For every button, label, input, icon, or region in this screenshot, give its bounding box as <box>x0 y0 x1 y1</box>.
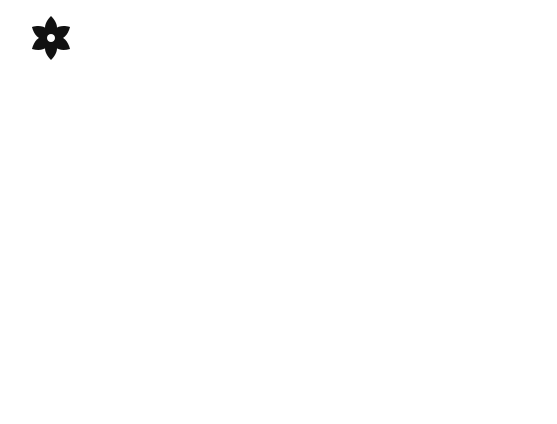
body-line <box>8 252 549 262</box>
body-line <box>8 96 549 106</box>
body-line <box>8 138 549 148</box>
footer-signature <box>0 398 557 418</box>
body-line <box>8 158 549 168</box>
body-line <box>8 231 549 241</box>
body-line <box>8 200 549 210</box>
body-line <box>8 169 549 179</box>
body-line <box>8 293 549 303</box>
notice-meta-1 <box>97 24 547 36</box>
body-line <box>8 86 549 96</box>
notice-title <box>97 4 547 22</box>
body-line <box>8 179 549 189</box>
body-line <box>8 314 549 324</box>
body-line <box>8 65 549 75</box>
body-line <box>8 304 549 314</box>
body-line <box>8 325 549 335</box>
body-line <box>8 221 549 231</box>
body-line <box>8 54 549 64</box>
body-line <box>8 345 549 355</box>
body-line <box>8 189 549 199</box>
body-line <box>8 366 549 376</box>
body-line <box>8 335 549 345</box>
notice-body <box>8 44 549 384</box>
body-line <box>8 262 549 272</box>
body-line <box>8 44 549 54</box>
body-line <box>8 273 549 283</box>
body-line <box>8 241 549 251</box>
body-line <box>8 210 549 220</box>
body-line <box>8 117 549 127</box>
body-line <box>8 283 549 293</box>
body-line <box>8 106 549 116</box>
body-line <box>8 75 549 85</box>
body-line <box>8 356 549 366</box>
body-line <box>8 127 549 137</box>
body-line <box>8 148 549 158</box>
